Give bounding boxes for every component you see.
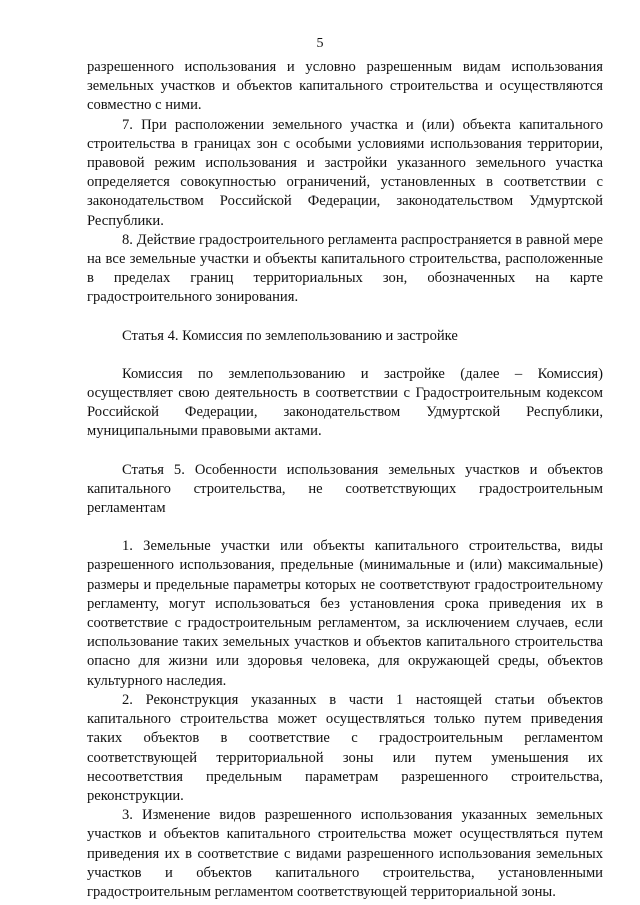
paragraph-7: 7. При расположении земельного участка и (или) объекта капитального строительства в границах зон с особыми условиями использования территории, правовой режим использования и застройки указанного земельного участка определяется совокупностью ограничений, установленных в соответствии с законодательством Российской Федерации, законодательством Удмуртской Республики. [87, 116, 603, 229]
article-5-title: Статья 5. Особенности использования земельных участков и объектов капитального строительства, не соответствующих градостроительным регламентам [87, 461, 603, 517]
article-5-paragraph-1: 1. Земельные участки или объекты капитального строительства, виды разрешенного использования, предельные (минимальные и (или) максимальные) размеры и предельные параметры которых не соответствуют градостроительному регламенту, могут использоваться без установления срока приведения их в соответствие с градостроительным регламентом, за исключением случаев, если использование таких земельных участков и объектов капитального строительства опасно для жизни или здоровья человека, для окружающей среды, объектов культурного наследия. [87, 538, 603, 689]
paragraph-continuation: разрешенного использования и условно разрешенным видам использования земельных участков и объектов капитального строительства и осуществляются совместно с ними. [87, 59, 603, 114]
document-body [87, 58, 603, 902]
article-5-paragraph-3: 3. Изменение видов разрешенного использования указанных земельных участков и объектов капитального строительства может осуществляться путем приведения их в соответствие с видами разрешенного использования земельных участков и объектов капитального строительства, установленными градостроительным регламентом соответствующей территориальной зоны. [87, 807, 603, 900]
page-number: 5 [316, 36, 324, 51]
article-4-body: Комиссия по землепользованию и застройке (далее – Комиссия) осуществляет свою деятельность в соответствии с Градостроительным кодексом Российской Федерации, законодательством Удмуртской Республики, муниципальными правовыми актами. [87, 365, 603, 440]
paragraph-8: 8. Действие градостроительного регламента распространяется в равной мере на все земельные участки и объекты капитального строительства, расположенные в пределах границ территориальных зон, обозначенных на карте градостроительного зонирования. [87, 231, 603, 306]
article-5-paragraph-2: 2. Реконструкция указанных в части 1 настоящей статьи объектов капитального строительства может осуществляться только путем приведения таких объектов в соответствие с градостроительным регламентом соответствующей территориальной зоны или путем уменьшения их несоответствия предельным параметрам разрешенного строительства, реконструкции. [87, 691, 603, 804]
article-4-title: Статья 4. Комиссия по землепользованию и застройке [122, 327, 458, 344]
